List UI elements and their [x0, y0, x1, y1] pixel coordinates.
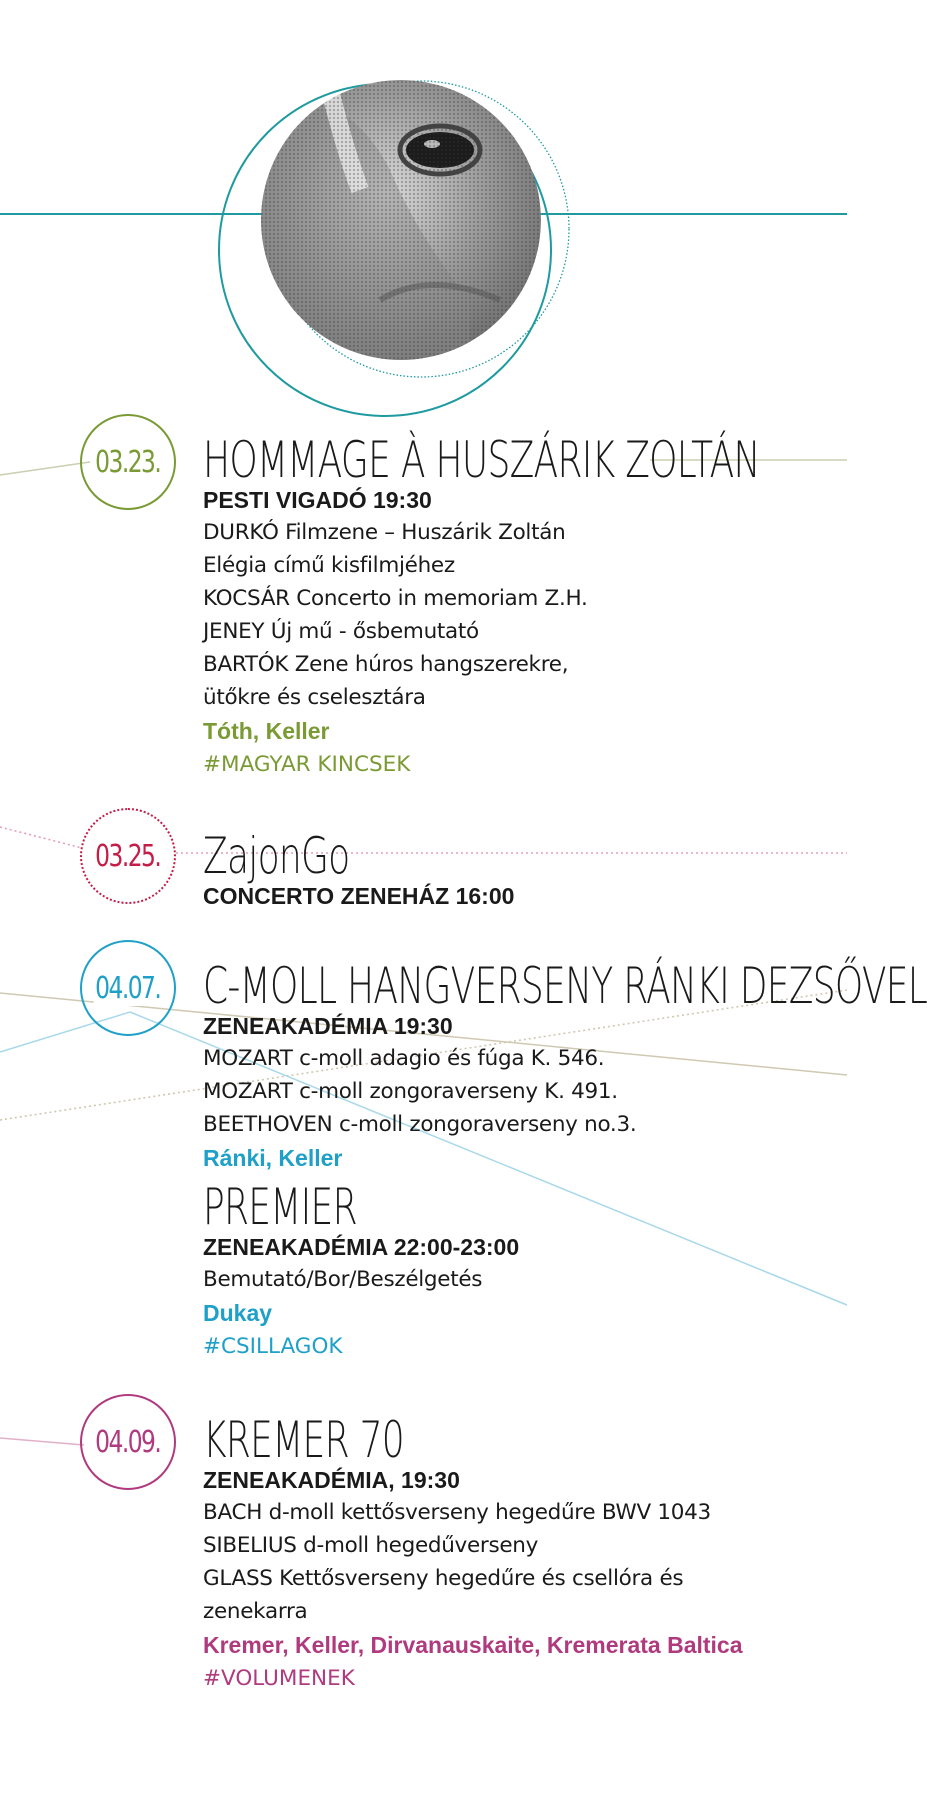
date-label: 03.23.	[95, 444, 161, 480]
event-title: KREMER 70	[203, 1411, 404, 1469]
date-label: 04.07.	[95, 970, 161, 1006]
event-title: ZajonGo	[203, 827, 350, 885]
program-line: SIBELIUS d-moll hegedűverseny	[203, 1533, 539, 1558]
event-tag-link[interactable]: #MAGYAR KINCSEK	[203, 752, 411, 777]
green-line-left	[0, 462, 90, 475]
event-title: HOMMAGE À HUSZÁRIK ZOLTÁN	[203, 431, 760, 489]
program-line: GLASS Kettősverseny hegedűre és csellóra és	[203, 1566, 684, 1591]
event-title: C-MOLL HANGVERSENY RÁNKI DEZSŐVEL	[203, 957, 927, 1015]
event-content	[203, 957, 927, 1364]
event-content	[203, 827, 843, 912]
event-content	[203, 1411, 843, 1696]
program-line: KOCSÁR Concerto in memoriam Z.H.	[203, 586, 588, 611]
date-badge	[80, 940, 176, 1036]
event-performers: Tóth, Keller	[203, 718, 330, 744]
sub-event-performers: Dukay	[203, 1300, 273, 1326]
date-badge	[80, 414, 176, 510]
date-label: 03.25.	[95, 838, 161, 874]
date-badge	[80, 808, 176, 904]
event-performers: Ránki, Keller	[203, 1145, 343, 1171]
event-tag-link[interactable]: #VOLUMENEK	[203, 1666, 355, 1691]
program-line: Bemutató/Bor/Beszélgetés	[203, 1267, 483, 1292]
purple-line-left	[0, 1438, 84, 1445]
program-line: MOZART c-moll adagio és fúga K. 546.	[203, 1046, 605, 1071]
program-line: Elégia című kisfilmjéhez	[203, 553, 455, 578]
event-venue: PESTI VIGADÓ 19:30	[203, 487, 432, 513]
program-line: ütőkre és cselesztára	[203, 685, 426, 710]
event-venue: CONCERTO ZENEHÁZ 16:00	[203, 883, 515, 909]
event-venue: ZENEAKADÉMIA 19:30	[203, 1013, 453, 1039]
program-line: BARTÓK Zene húros hangszerekre,	[203, 652, 569, 677]
date-label: 04.09.	[95, 1424, 161, 1460]
program-line: BACH d-moll kettősverseny hegedűre BWV 1043	[203, 1500, 711, 1525]
horse-eye-halftone-icon	[260, 80, 560, 380]
sub-event-venue: ZENEAKADÉMIA 22:00-23:00	[203, 1234, 520, 1260]
sub-event-title: PREMIER	[203, 1178, 357, 1236]
program-line: zenekarra	[203, 1599, 308, 1624]
red-dotted-line-left	[0, 827, 82, 848]
event-content	[203, 431, 843, 782]
event-tag-link[interactable]: #CSILLAGOK	[203, 1334, 343, 1359]
event-venue: ZENEAKADÉMIA, 19:30	[203, 1467, 460, 1493]
event-performers: Kremer, Keller, Dirvanauskaite, Kremerata Baltica	[203, 1632, 743, 1658]
program-line: BEETHOVEN c-moll zongoraverseny no.3.	[203, 1112, 637, 1137]
date-badge	[80, 1394, 176, 1490]
program-line: JENEY Új mű - ősbemutató	[203, 619, 479, 644]
program-line: DURKÓ Filmzene – Huszárik Zoltán	[203, 520, 566, 545]
program-line: MOZART c-moll zongoraverseny K. 491.	[203, 1079, 618, 1104]
